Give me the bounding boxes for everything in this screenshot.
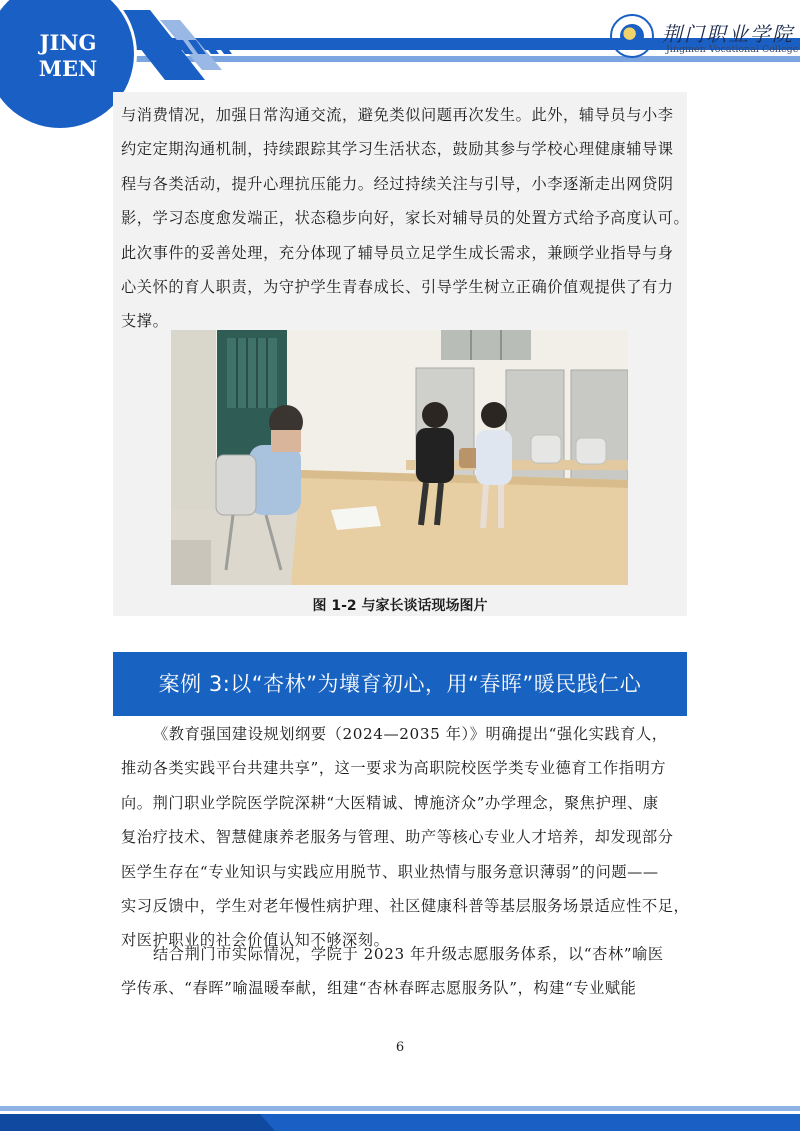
- text-line: 向。荆门职业学院医学院深耕“大医精诚、博施济众”办学理念，聚焦护理、康: [121, 793, 659, 812]
- text-line: 对医护职业的社会价值认知不够深刻。: [121, 931, 390, 950]
- case-heading-bar: [113, 652, 687, 716]
- text-line: 实习反馈中，学生对老年慢性病护理、社区健康科普等基层服务场景适应性不足，: [121, 897, 690, 916]
- text-line: 推动各类实践平台共建共享”，这一要求为高职院校医学类专业德育工作指明方: [121, 759, 667, 778]
- college-seal-icon: [610, 14, 654, 58]
- text-line: 约定定期沟通机制，持续跟踪其学习生活状态，鼓励其参与学校心理健康辅导课: [121, 140, 674, 159]
- text-line: 程与各类活动，提升心理抗压能力。经过持续关注与引导，小李逐渐走出网贷阴: [121, 174, 674, 193]
- text-line: 此次事件的妥善处理，充分体现了辅导员立足学生成长需求，兼顾学业指导与身: [121, 243, 674, 262]
- badge-line-1: JING: [39, 30, 97, 55]
- meeting-photo: [171, 330, 628, 585]
- badge-line-2: MEN: [38, 56, 98, 81]
- text-line: 影，学习态度愈发端正，状态稳步向好，家长对辅导员的处置方式给予高度认可。: [121, 209, 690, 228]
- badge-text: [18, 30, 118, 82]
- footer-stripes: [0, 1100, 800, 1131]
- figure-caption: 图 1-2 与家长谈话现场图片: [312, 598, 488, 614]
- page-footer: [0, 1100, 800, 1131]
- text-line: [121, 717, 681, 751]
- text-line-content: 结合荆门市实际情况，学院于 2023 年升级志愿服务体系，以“杏林”喻医: [153, 945, 664, 963]
- paragraph-1: [121, 98, 690, 339]
- text-line: 与消费情况，加强日常沟通交流，避免类似问题再次发生。此外，辅导员与小李: [121, 106, 674, 124]
- page-number: 6: [395, 1040, 405, 1055]
- meeting-scene-image: [171, 330, 628, 585]
- text-line: 学传承、“春晖”喻温暖奉献，组建“杏林春晖志愿服务队”，构建“专业赋能: [121, 979, 637, 998]
- paragraph-3: [121, 937, 681, 1006]
- text-line: 支撑。: [121, 312, 169, 331]
- paragraph-2: [121, 717, 690, 958]
- college-name-en: Jingmen Vocational College: [666, 44, 799, 55]
- text-line: 医学生存在“专业知识与实践应用脱节、职业热情与服务意识薄弱”的问题——: [121, 862, 659, 881]
- text-line: 心关怀的育人职责，为守护学生青春成长、引导学生树立正确价值观提供了有力: [121, 278, 674, 297]
- text-line: [121, 937, 681, 971]
- case-title: 案例 3:以“杏林”为壤育初心，用“春晖”暖民践仁心: [158, 672, 642, 696]
- text-line-content: 《教育强国建设规划纲要（2024—2035 年）》明确提出“强化实践育人，: [153, 725, 668, 743]
- college-name-cn: 荆门职业学院: [662, 22, 794, 46]
- college-logo: [610, 14, 799, 64]
- text-line: 复治疗技术、智慧健康养老服务与管理、助产等核心专业人才培养，却发现部分: [121, 828, 674, 847]
